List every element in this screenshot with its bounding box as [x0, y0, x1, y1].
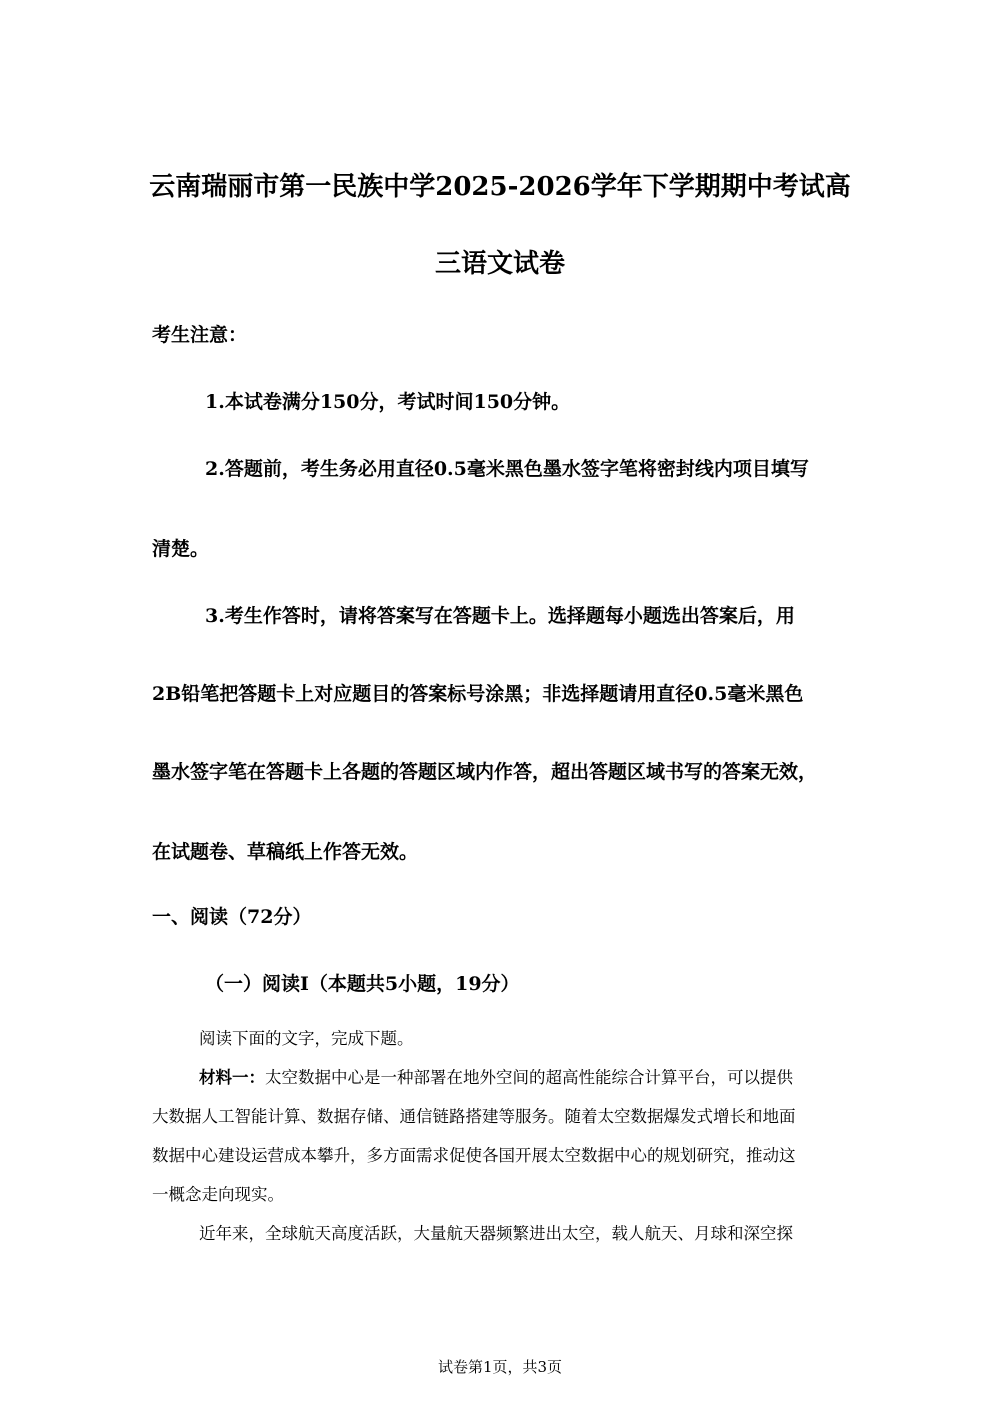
material-1-line-3: 数据中心建设运营成本攀升，多方面需求促使各国开展太空数据中心的规划研究，推动这	[152, 1146, 796, 1165]
reading-instruction: 阅读下面的文字，完成下题。	[199, 1029, 414, 1048]
notice-item-3-line-3: 墨水签字笔在答题卡上各题的答题区域内作答，超出答题区域书写的答案无效，	[152, 761, 818, 783]
notice-item-1: 1.本试卷满分150分，考试时间150分钟。	[205, 391, 571, 413]
notice-item-3-line-4: 在试题卷、草稿纸上作答无效。	[152, 841, 419, 863]
section-heading: 一、阅读（72分）	[152, 906, 312, 928]
notice-item-3-line-1: 3.考生作答时，请将答案写在答题卡上。选择题每小题选出答案后，用	[205, 605, 795, 627]
notice-item-3-line-2: 2B铅笔把答题卡上对应题目的答案标号涂黑；非选择题请用直径0.5毫米黑色	[152, 683, 804, 705]
paragraph-2-line-1: 近年来，全球航天高度活跃，大量航天器频繁进出太空，载人航天、月球和深空探	[199, 1224, 793, 1243]
notice-heading: 考生注意：	[152, 324, 248, 346]
notice-item-2-line-2: 清楚。	[152, 538, 210, 560]
material-1-line-2: 大数据人工智能计算、数据存储、通信链路搭建等服务。随着太空数据爆发式增长和地面	[152, 1107, 796, 1126]
material-1-line-1	[199, 1067, 793, 1089]
exam-title-line-2: 三语文试卷	[434, 249, 565, 279]
exam-title-line-1: 云南瑞丽市第一民族中学2025-2026学年下学期期中考试高	[149, 172, 851, 202]
notice-item-2-line-1: 2.答题前，考生务必用直径0.5毫米黑色墨水签字笔将密封线内项目填写	[205, 458, 809, 480]
section-sub-heading: （一）阅读Ⅰ（本题共5小题，19分）	[205, 973, 520, 995]
material-label: 材料一：	[199, 1068, 265, 1087]
material-1-text: 太空数据中心是一种部署在地外空间的超高性能综合计算平台，可以提供	[265, 1068, 793, 1087]
material-1-line-4: 一概念走向现实。	[152, 1185, 284, 1204]
page-footer: 试卷第1页，共3页	[437, 1358, 563, 1376]
